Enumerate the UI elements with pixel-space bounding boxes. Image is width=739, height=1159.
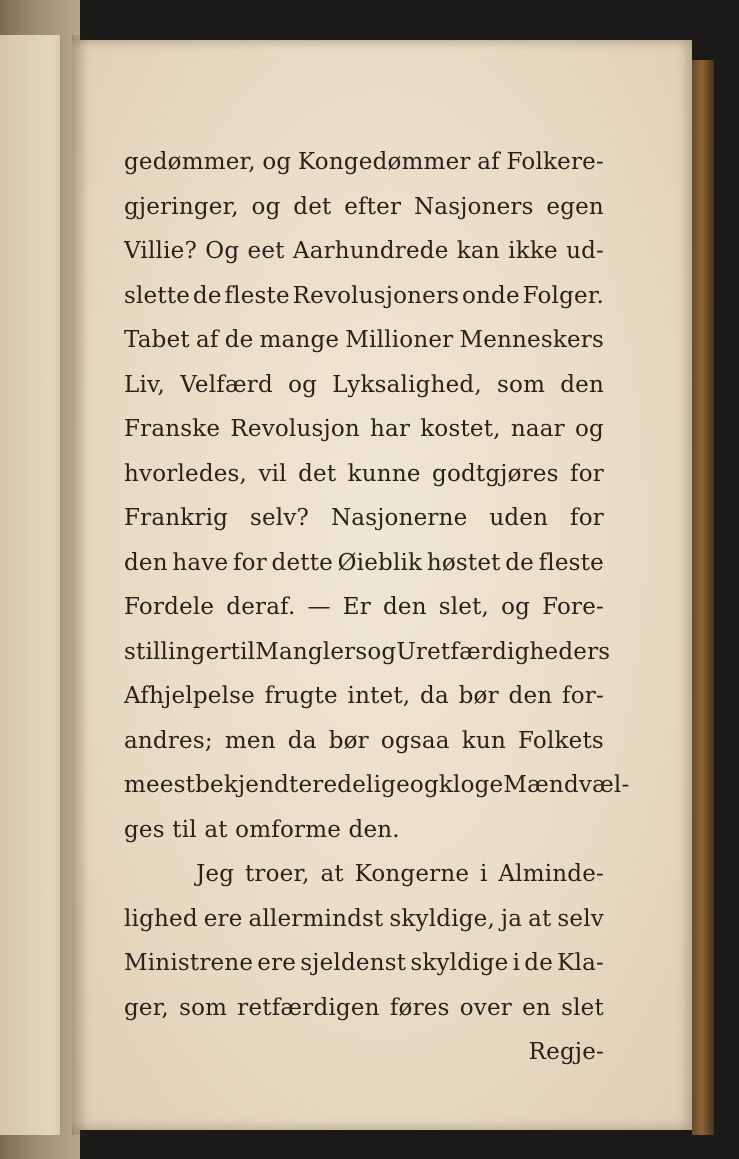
text-line: gedømmer, og Kongedømmer af Folkere- [124,149,604,175]
text-line: slette de fleste Revolusjoners onde Folger. [124,282,604,309]
text-line: meest bekjendte redelige og kloge Mænd væl- [124,772,630,798]
text-line: Fordele deraf. — Er den slet, og Fore- [124,594,604,620]
text-line: Ministrene ere sjeldenst skyldige i de Kla- [124,950,604,976]
text-line: Tabet af de mange Millioner Menneskers [124,327,604,353]
text-line: ger, som retfærdigen føres over en slet [124,994,604,1021]
text-line: ges til at omforme den. [124,816,400,843]
text-line: stillinger til Manglers og Uretfærdigheders [124,638,611,665]
text-line: andres; men da bør ogsaa kun Folkets [124,727,604,754]
page-block-edge [692,60,714,1135]
text-line: Franske Revolusjon har kostet, naar og [124,416,604,442]
text-line: Afhjelpelse frugte intet, da bør den for- [124,683,604,709]
binding-shadow [60,35,88,1135]
text-line: Villie? Og eet Aarhundrede kan ikke ud- [124,238,604,264]
text-line: gjeringer, og det efter Nasjoners egen [124,193,604,220]
page-text [124,140,630,1075]
text-line: Liv, Velfærd og Lyksalighed, som den [124,371,604,398]
text-line: Regje- [528,1039,604,1065]
text-line: den have for dette Øieblik høstet de fleste [124,549,604,576]
text-line: Jeg troer, at Kongerne i Alminde- [196,861,604,887]
text-line: Frankrig selv? Nasjonerne uden for [124,505,604,531]
text-line: hvorledes, vil det kunne godtgjøres for [124,460,604,487]
text-line: lighed ere allermindst skyldige, ja at selv [124,905,604,932]
